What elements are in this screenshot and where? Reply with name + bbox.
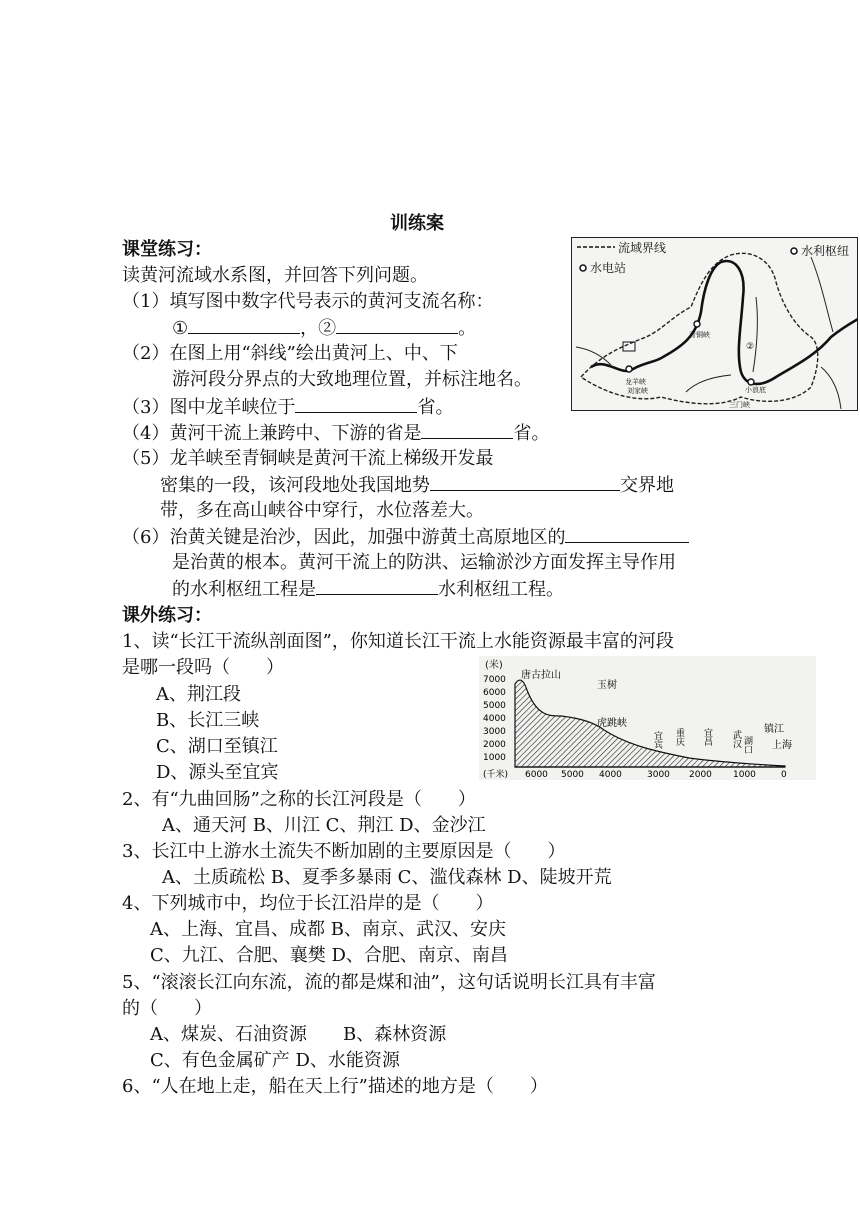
q2-5-options-cd[interactable]: C、有色金属矿产 D、水能资源 <box>150 1050 400 1071</box>
question-1-blanks <box>172 315 476 342</box>
question-5-text: 密集的一段，该河段地处我国地势 <box>160 475 430 496</box>
question-4-end: 省。 <box>513 423 550 444</box>
blank-label-2: ，② <box>300 318 337 339</box>
section1-heading: 课堂练习： <box>122 239 212 260</box>
label-liujia: 刘家峡 <box>627 387 648 395</box>
question-6-end: 水利枢纽工程。 <box>438 579 564 600</box>
question-6-line1 <box>122 524 689 551</box>
hub-xiaolangdi <box>748 379 754 385</box>
y-tick: 6000 <box>483 688 506 698</box>
section1-intro: 读黄河流域水系图，并回答下列问题。 <box>122 265 428 286</box>
label-wuhan: 武汉 <box>731 730 741 748</box>
question-5-line1: （5）龙羊峡至青铜峡是黄河干流上梯级开发最 <box>122 448 494 469</box>
x-tick: 5000 <box>561 770 584 780</box>
label-zhenjiang: 镇江 <box>764 724 784 735</box>
y-tick: 2000 <box>483 740 506 750</box>
q2-3: 3、长江中上游水土流失不断加剧的主要原因是（ ） <box>122 841 566 862</box>
q2-2: 2、有“九曲回肠”之称的长江河段是（ ） <box>122 789 476 810</box>
question-3-end: 省。 <box>417 397 454 418</box>
legend-hub-label: 水利枢纽 <box>801 244 850 258</box>
x-tick: 2000 <box>689 770 712 780</box>
q2-1-option-c[interactable]: C、湖口至镇江 <box>156 736 278 757</box>
label-xiaolangdi: 小浪底 <box>745 386 766 394</box>
y-tick: 4000 <box>483 714 506 724</box>
question-3-text: （3）图中龙羊峡位于 <box>122 397 296 418</box>
question-3 <box>122 394 453 421</box>
q2-6: 6、“人在地上走，船在天上行”描述的地方是（ ） <box>122 1076 548 1097</box>
label-yichang: 宜昌 <box>702 728 712 746</box>
profile-y-unit: (米) <box>485 660 503 671</box>
answer-blank-1[interactable] <box>188 315 300 334</box>
label-chongqing: 重庆 <box>674 728 684 746</box>
y-tick: 1000 <box>483 753 506 763</box>
legend-hub-icon <box>791 248 797 254</box>
q2-1-line2: 是哪一段吗（ ） <box>122 657 284 678</box>
question-2-line2: 游河段分界点的大致地理位置，并标注地名。 <box>172 369 532 390</box>
hub-longyang <box>626 366 632 372</box>
x-tick: 3000 <box>647 770 670 780</box>
label-hukou: 湖口 <box>742 736 752 754</box>
q2-1-option-b[interactable]: B、长江三峡 <box>156 710 260 731</box>
label-hutiao: 虎跳峡 <box>597 718 627 729</box>
hub-qingtong <box>694 321 700 327</box>
q2-1-option-d[interactable]: D、源头至宜宾 <box>156 762 279 783</box>
legend-station-label: 水电站 <box>590 261 627 275</box>
question-4 <box>122 420 549 447</box>
y-tick: 5000 <box>483 701 506 711</box>
answer-blank-5[interactable] <box>430 472 620 491</box>
x-tick: 0 <box>781 770 787 780</box>
q2-3-options[interactable]: A、土质疏松 B、夏季多暴雨 C、滥伐森林 D、陡坡开荒 <box>162 867 612 888</box>
question-6-line3 <box>172 576 564 603</box>
q2-4-options-cd[interactable]: C、九江、合肥、襄樊 D、合肥、南京、南昌 <box>150 945 508 966</box>
question-5-line3: 带，多在高山峡谷中穿行，水位落差大。 <box>160 500 484 521</box>
q2-5-line1: 5、“滚滚长江向东流，流的都是煤和油”，这句话说明长江具有丰富 <box>122 972 656 993</box>
q2-4-options-ab[interactable]: A、上海、宜昌、成都 B、南京、武汉、安庆 <box>150 919 506 940</box>
legend-boundary-label: 流域界线 <box>618 241 667 255</box>
q2-1-line1: 1、读“长江干流纵剖面图”，你知道长江干流上水能资源最丰富的河段 <box>122 631 674 652</box>
answer-blank-7[interactable] <box>316 576 438 595</box>
y-tick: 3000 <box>483 727 506 737</box>
section2-heading: 课外练习： <box>122 605 212 626</box>
label-yushu: 玉树 <box>597 680 617 691</box>
answer-blank-2[interactable] <box>336 315 458 334</box>
page-title: 训练案 <box>390 213 444 234</box>
label-tanggula: 唐古拉山 <box>521 670 561 681</box>
answer-blank-3[interactable] <box>295 394 417 413</box>
label-sanmen: 三门峡 <box>729 401 750 409</box>
yellow-river-map <box>571 237 858 411</box>
profile-x-unit: (千米) <box>483 770 509 780</box>
question-2-line1: （2）在图上用“斜线”绘出黄河上、中、下 <box>122 343 458 364</box>
blank-end: 。 <box>458 318 477 339</box>
answer-blank-6[interactable] <box>565 524 689 543</box>
question-6-line2: 是治黄的根本。黄河干流上的防洪、运输淤沙方面发挥主导作用 <box>172 552 676 573</box>
blank-label-1: ① <box>172 318 189 339</box>
label-yibin: 宜宾 <box>652 731 662 749</box>
x-tick: 6000 <box>525 770 548 780</box>
x-tick: 1000 <box>733 770 756 780</box>
y-tick: 7000 <box>483 675 506 685</box>
q2-4: 4、下列城市中，均位于长江沿岸的是（ ） <box>122 893 494 914</box>
answer-blank-4[interactable] <box>421 420 513 439</box>
legend-station-icon <box>580 265 586 271</box>
question-6-text2: 的水利枢纽工程是 <box>172 579 316 600</box>
q2-5-line2: 的（ ） <box>122 998 212 1019</box>
label-tributary-2: ② <box>746 342 755 352</box>
question-5-line2 <box>160 472 674 499</box>
profile-y-ticks <box>483 675 506 763</box>
label-shanghai: 上海 <box>772 740 792 751</box>
q2-5-options-ab[interactable]: A、煤炭、石油资源 B、森林资源 <box>150 1024 447 1045</box>
q2-1-option-a[interactable]: A、荆江段 <box>156 684 241 705</box>
x-tick: 4000 <box>599 770 622 780</box>
q2-2-options[interactable]: A、通天河 B、川江 C、荆江 D、金沙江 <box>162 815 486 836</box>
question-6-text: （6）治黄关键是治沙，因此，加强中游黄土高原地区的 <box>122 527 566 548</box>
yangtze-profile-figure <box>479 656 816 780</box>
question-1: （1）填写图中数字代号表示的黄河支流名称： <box>122 291 494 312</box>
question-5-tail: 交界地 <box>620 475 674 496</box>
label-longyang: 龙羊峡 <box>625 378 646 386</box>
question-4-text: （4）黄河干流上兼跨中、下游的省是 <box>122 423 422 444</box>
label-qingtong: 青铜峡 <box>689 331 710 339</box>
